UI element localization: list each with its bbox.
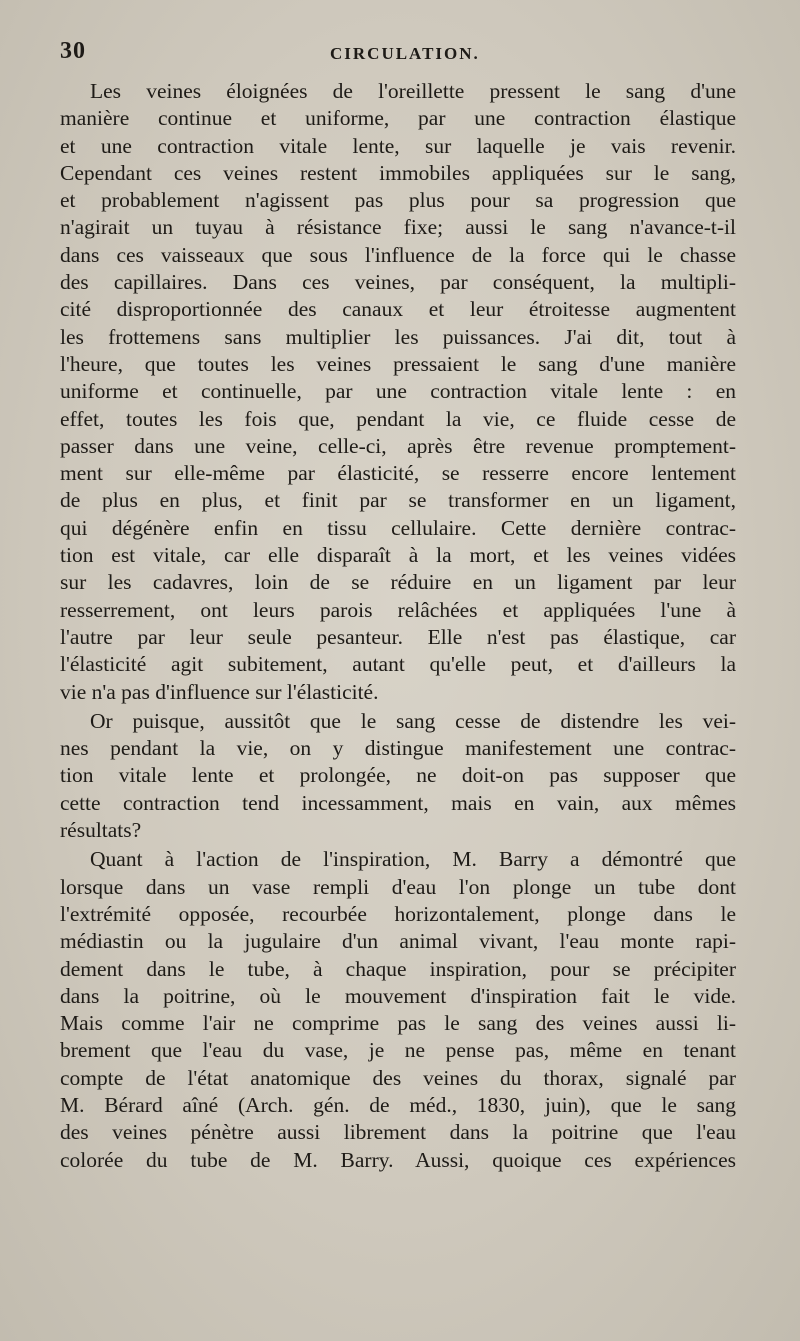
text-line: n'agirait un tuyau à résistance fixe; aussi le sang n'avance-t-il [60,215,736,240]
text-line: tion vitale lente et prolongée, ne doit-on pas supposer que [60,763,736,788]
text-line: les frottemens sans multiplier les puissances. J'ai dit, tout à [60,324,736,349]
text-line: uniforme et continuelle, par une contraction vitale lente : en [60,379,736,404]
text-line: cité disproportionnée des canaux et leur étroitesse augmentent [60,297,736,322]
text-line: dement dans le tube, à chaque inspiration, pour se précipiter [60,956,736,981]
text-line: et une contraction vitale lente, sur laquelle je vais revenir. [60,133,736,158]
text-line: de plus en plus, et finit par se transformer en un ligament, [60,488,736,513]
text-line: médiastin ou la jugulaire d'un animal vivant, l'eau monte rapi- [60,929,736,954]
text-line: lorsque dans un vase rempli d'eau l'on plonge un tube dont [60,874,736,899]
text-line: resserrement, ont leurs parois relâchées et appliquées l'une à [60,597,736,622]
text-line: Cependant ces veines restent immobiles appliquées sur le sang, [60,160,736,185]
text-line: Mais comme l'air ne comprime pas le sang des veines aussi li- [60,1011,736,1036]
text-line: M. Bérard aîné (Arch. gén. de méd., 1830, juin), que le sang [60,1092,736,1117]
paragraph-3 [60,846,736,1174]
text-line: Or puisque, aussitôt que le sang cesse de distendre les vei- [90,708,736,733]
text-line: l'autre par leur seule pesanteur. Elle n'est pas élastique, car [60,624,736,649]
text-line: Quant à l'action de l'inspiration, M. Barry a démontré que [90,847,736,872]
text-line: cette contraction tend incessamment, mais en vain, aux mêmes [60,790,736,815]
text-line: dans la poitrine, où le mouvement d'inspiration fait le vide. [60,983,736,1008]
paragraph-2 [60,708,736,844]
text-line: sur les cadavres, loin de se réduire en un ligament par leur [60,570,736,595]
text-line: passer dans une veine, celle-ci, après être revenue promptement- [60,433,736,458]
text-line: dans ces vaisseaux que sous l'influence de la force qui le chasse [60,242,736,267]
page-header [60,38,740,70]
text-line: qui dégénère enfin en tissu cellulaire. Cette dernière contrac- [60,515,736,540]
page-number: 30 [60,38,86,64]
text-line: des capillaires. Dans ces veines, par conséquent, la multipli- [60,270,736,295]
running-head: CIRCULATION. [330,44,480,63]
text-line: vie n'a pas d'influence sur l'élasticité. [60,679,379,704]
text-line: nes pendant la vie, on y distingue manifestement une contrac- [60,736,736,761]
text-line: des veines pénètre aussi librement dans la poitrine que l'eau [60,1120,736,1145]
text-line: l'élasticité agit subitement, autant qu'elle peut, et d'ailleurs la [60,652,736,677]
text-line: colorée du tube de M. Barry. Aussi, quoique ces expériences [60,1147,736,1172]
text-line: compte de l'état anatomique des veines du thorax, signalé par [60,1065,736,1090]
text-line: l'extrémité opposée, recourbée horizontalement, plonge dans le [60,901,736,926]
text-line: effet, toutes les fois que, pendant la vie, ce fluide cesse de [60,406,736,431]
text-line: ment sur elle-même par élasticité, se resserre encore lentement [60,461,736,486]
body-text [60,78,736,1174]
text-line: tion est vitale, car elle disparaît à la mort, et les veines vidées [60,543,736,568]
paragraph-1 [60,78,736,706]
text-line: manière continue et uniforme, par une contraction élastique [60,106,736,131]
text-line: Les veines éloignées de l'oreillette pressent le sang d'une [90,79,736,103]
text-line: l'heure, que toutes les veines pressaient le sang d'une manière [60,351,736,376]
text-line: brement que l'eau du vase, je ne pense pas, même en tenant [60,1038,736,1063]
text-line: résultats? [60,818,142,843]
text-line: et probablement n'agissent pas plus pour sa progression que [60,188,736,213]
